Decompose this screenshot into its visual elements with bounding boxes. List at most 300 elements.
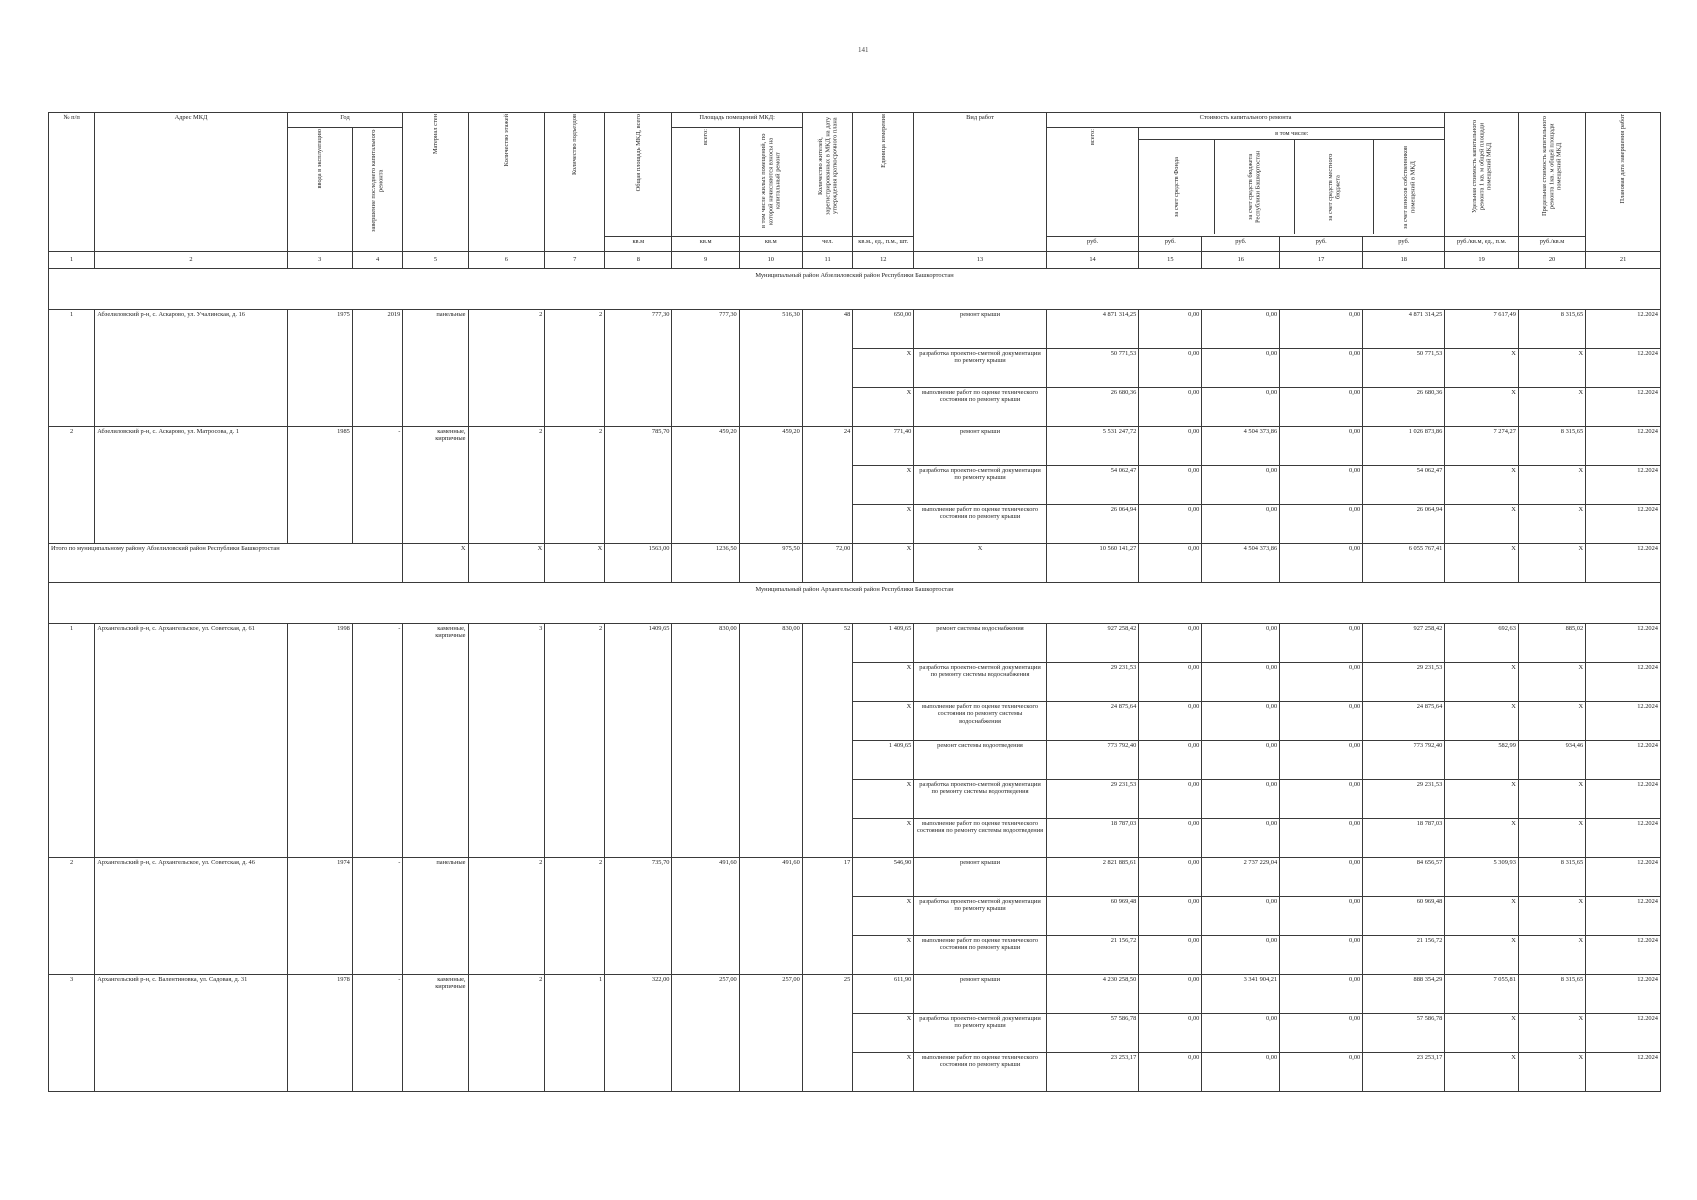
work-cost-local: 0,00 bbox=[1280, 310, 1363, 349]
work-cost-fund: 0,00 bbox=[1139, 780, 1202, 819]
work-quantity: X bbox=[853, 1053, 914, 1092]
work-quantity: X bbox=[853, 663, 914, 702]
work-type: выполнение работ по оценке технического состояния по ремонту крыши bbox=[914, 388, 1046, 427]
work-quantity: X bbox=[853, 936, 914, 975]
work-limit-cost: X bbox=[1518, 819, 1585, 858]
house-residents: 25 bbox=[802, 975, 852, 1092]
district-total-label: Итого по муниципальному району Абзелиловский район Республики Башкортостан bbox=[49, 544, 403, 583]
house-no: 2 bbox=[49, 427, 95, 544]
work-quantity: 1 409,65 bbox=[853, 741, 914, 780]
column-number-4: 4 bbox=[352, 252, 402, 269]
capital-repair-table-sheet bbox=[48, 112, 1661, 1092]
work-planned-date: 12.2024 bbox=[1586, 663, 1661, 702]
work-limit-cost: 8 315,65 bbox=[1518, 427, 1585, 466]
work-type: разработка проектно-сметной документации по ремонту крыши bbox=[914, 466, 1046, 505]
work-planned-date: 12.2024 bbox=[1586, 1014, 1661, 1053]
work-planned-date: 12.2024 bbox=[1586, 466, 1661, 505]
work-unit-cost: X bbox=[1445, 819, 1519, 858]
work-cost-local: 0,00 bbox=[1280, 505, 1363, 544]
work-unit-cost: X bbox=[1445, 1014, 1519, 1053]
work-cost-owners: 21 156,72 bbox=[1363, 936, 1445, 975]
house-no: 3 bbox=[49, 975, 95, 1092]
header-residents: Количество жителей, зарегистрированных в МКД на дату утверждения краткосрочного плана bbox=[802, 113, 852, 237]
house-area-total: 322,00 bbox=[605, 975, 672, 1092]
total-c20: X bbox=[1518, 544, 1585, 583]
header-no: № п/п bbox=[49, 113, 95, 252]
work-cost-fund: 0,00 bbox=[1139, 624, 1202, 663]
column-number-10: 10 bbox=[739, 252, 802, 269]
work-planned-date: 12.2024 bbox=[1586, 858, 1661, 897]
work-cost-owners: 4 871 314,25 bbox=[1363, 310, 1445, 349]
work-limit-cost: 8 315,65 bbox=[1518, 858, 1585, 897]
total-c11: 72,00 bbox=[802, 544, 852, 583]
unit-c20: руб./кв.м bbox=[1518, 237, 1585, 252]
total-c5: X bbox=[403, 544, 468, 583]
house-residents: 48 bbox=[802, 310, 852, 427]
house-area-premises: 491,60 bbox=[672, 858, 739, 975]
work-type: разработка проектно-сметной документации по ремонту системы водоснабжения bbox=[914, 663, 1046, 702]
table-row bbox=[49, 624, 1661, 663]
total-c8: 1563,00 bbox=[605, 544, 672, 583]
column-number-12: 12 bbox=[853, 252, 914, 269]
header-cost-total: Стоимость капитального ремонта bbox=[1046, 113, 1445, 128]
work-cost-total: 18 787,03 bbox=[1046, 819, 1139, 858]
work-cost-fund: 0,00 bbox=[1139, 388, 1202, 427]
total-c12: X bbox=[853, 544, 914, 583]
work-type: выполнение работ по оценке технического состояния по ремонту крыши bbox=[914, 936, 1046, 975]
page-number: 141 bbox=[858, 46, 869, 54]
work-planned-date: 12.2024 bbox=[1586, 1053, 1661, 1092]
work-cost-owners: 57 586,78 bbox=[1363, 1014, 1445, 1053]
work-cost-total: 5 531 247,72 bbox=[1046, 427, 1139, 466]
house-year-repair: - bbox=[352, 427, 402, 544]
work-unit-cost: X bbox=[1445, 349, 1519, 388]
work-cost-republic: 0,00 bbox=[1202, 1014, 1280, 1053]
work-cost-owners: 927 258,42 bbox=[1363, 624, 1445, 663]
work-cost-republic: 0,00 bbox=[1202, 780, 1280, 819]
work-quantity: X bbox=[853, 388, 914, 427]
work-unit-cost: 7 055,81 bbox=[1445, 975, 1519, 1014]
work-quantity: X bbox=[853, 780, 914, 819]
work-type: выполнение работ по оценке технического состояния по ремонту системы водоснабжения bbox=[914, 702, 1046, 741]
unit-c18: руб. bbox=[1363, 237, 1445, 252]
work-cost-owners: 1 026 873,86 bbox=[1363, 427, 1445, 466]
work-quantity: 546,90 bbox=[853, 858, 914, 897]
work-limit-cost: X bbox=[1518, 663, 1585, 702]
table-row bbox=[49, 310, 1661, 349]
work-cost-total: 4 871 314,25 bbox=[1046, 310, 1139, 349]
house-year-built: 1985 bbox=[287, 427, 352, 544]
column-number-2: 2 bbox=[95, 252, 287, 269]
work-limit-cost: X bbox=[1518, 936, 1585, 975]
work-quantity: X bbox=[853, 819, 914, 858]
house-area-premises: 830,00 bbox=[672, 624, 739, 858]
house-area-total: 735,70 bbox=[605, 858, 672, 975]
work-cost-fund: 0,00 bbox=[1139, 858, 1202, 897]
header-unit: Единица измерения bbox=[853, 113, 914, 237]
header-cost-local: за счет средств местного бюджета bbox=[1295, 140, 1374, 234]
capital-repair-table bbox=[48, 112, 1661, 1092]
work-cost-total: 927 258,42 bbox=[1046, 624, 1139, 663]
house-entrances: 2 bbox=[545, 427, 605, 544]
work-cost-owners: 29 231,53 bbox=[1363, 780, 1445, 819]
work-planned-date: 12.2024 bbox=[1586, 388, 1661, 427]
header-cost-fund: за счет средств Фонда bbox=[1139, 140, 1214, 234]
total-c6: X bbox=[468, 544, 545, 583]
work-unit-cost: X bbox=[1445, 702, 1519, 741]
work-cost-republic: 3 341 904,21 bbox=[1202, 975, 1280, 1014]
work-planned-date: 12.2024 bbox=[1586, 702, 1661, 741]
work-cost-republic: 0,00 bbox=[1202, 936, 1280, 975]
work-cost-total: 29 231,53 bbox=[1046, 663, 1139, 702]
work-unit-cost: 7 274,27 bbox=[1445, 427, 1519, 466]
unit-c9: кв.м bbox=[672, 237, 739, 252]
work-cost-fund: 0,00 bbox=[1139, 427, 1202, 466]
column-number-18: 18 bbox=[1363, 252, 1445, 269]
work-cost-republic: 0,00 bbox=[1202, 505, 1280, 544]
work-quantity: 771,40 bbox=[853, 427, 914, 466]
work-quantity: 1 409,65 bbox=[853, 624, 914, 663]
header-entrances: Количество подъездов bbox=[545, 113, 605, 252]
work-cost-republic: 0,00 bbox=[1202, 624, 1280, 663]
work-cost-owners: 18 787,03 bbox=[1363, 819, 1445, 858]
house-area-total: 1409,65 bbox=[605, 624, 672, 858]
total-c19: X bbox=[1445, 544, 1519, 583]
work-quantity: 611,90 bbox=[853, 975, 914, 1014]
column-number-3: 3 bbox=[287, 252, 352, 269]
house-address: Абзелиловский р-н, с. Аскарово, ул. Матросова, д. 1 bbox=[95, 427, 287, 544]
work-planned-date: 12.2024 bbox=[1586, 936, 1661, 975]
header-year: Год bbox=[287, 113, 403, 128]
work-cost-owners: 60 969,48 bbox=[1363, 897, 1445, 936]
house-no: 2 bbox=[49, 858, 95, 975]
work-cost-fund: 0,00 bbox=[1139, 702, 1202, 741]
house-area-premises: 257,00 bbox=[672, 975, 739, 1092]
house-wall-material: каменные, кирпичные bbox=[403, 427, 468, 544]
header-premises-fund: в том числе жилых помещений, по которой начисляются взносы на капитальный ремонт bbox=[739, 128, 802, 237]
house-residents: 24 bbox=[802, 427, 852, 544]
house-year-repair: - bbox=[352, 975, 402, 1092]
work-cost-local: 0,00 bbox=[1280, 741, 1363, 780]
house-area-fund: 491,60 bbox=[739, 858, 802, 975]
total-c14: 10 560 141,27 bbox=[1046, 544, 1139, 583]
header-unit-cost: Удельная стоимость капитального ремонта 1 кв. м общей площади помещений МКД bbox=[1445, 113, 1519, 237]
work-cost-republic: 0,00 bbox=[1202, 1053, 1280, 1092]
total-c7: X bbox=[545, 544, 605, 583]
work-cost-owners: 29 231,53 bbox=[1363, 663, 1445, 702]
district-title: Муниципальный район Абзелиловский район Республики Башкортостан bbox=[49, 269, 1661, 310]
unit-c16: руб. bbox=[1202, 237, 1280, 252]
work-cost-total: 21 156,72 bbox=[1046, 936, 1139, 975]
work-cost-fund: 0,00 bbox=[1139, 819, 1202, 858]
work-type: ремонт крыши bbox=[914, 427, 1046, 466]
work-limit-cost: X bbox=[1518, 1014, 1585, 1053]
work-planned-date: 12.2024 bbox=[1586, 505, 1661, 544]
work-unit-cost: 582,99 bbox=[1445, 741, 1519, 780]
total-c17: 0,00 bbox=[1280, 544, 1363, 583]
work-planned-date: 12.2024 bbox=[1586, 427, 1661, 466]
work-planned-date: 12.2024 bbox=[1586, 349, 1661, 388]
work-type: ремонт системы водоснабжения bbox=[914, 624, 1046, 663]
table-row bbox=[49, 975, 1661, 1014]
house-area-premises: 777,30 bbox=[672, 310, 739, 427]
header-cost-republic: за счет средств бюджета Республики Башкортостан bbox=[1215, 140, 1295, 234]
work-type: разработка проектно-сметной документации по ремонту крыши bbox=[914, 897, 1046, 936]
work-cost-local: 0,00 bbox=[1280, 349, 1363, 388]
work-limit-cost: X bbox=[1518, 702, 1585, 741]
work-cost-total: 54 062,47 bbox=[1046, 466, 1139, 505]
work-type: выполнение работ по оценке технического состояния по ремонту системы водоотведения bbox=[914, 819, 1046, 858]
unit-c11: чел. bbox=[802, 237, 852, 252]
column-number-6: 6 bbox=[468, 252, 545, 269]
total-c18: 6 055 767,41 bbox=[1363, 544, 1445, 583]
total-c16: 4 504 373,86 bbox=[1202, 544, 1280, 583]
work-unit-cost: 692,63 bbox=[1445, 624, 1519, 663]
column-number-21: 21 bbox=[1586, 252, 1661, 269]
work-quantity: X bbox=[853, 349, 914, 388]
work-limit-cost: X bbox=[1518, 1053, 1585, 1092]
header-address: Адрес МКД bbox=[95, 113, 287, 252]
house-entrances: 1 bbox=[545, 975, 605, 1092]
header-premises-total: всего: bbox=[672, 128, 739, 237]
work-cost-fund: 0,00 bbox=[1139, 663, 1202, 702]
header-cost-all: всего: bbox=[1046, 128, 1139, 237]
work-cost-local: 0,00 bbox=[1280, 1053, 1363, 1092]
column-number-9: 9 bbox=[672, 252, 739, 269]
work-unit-cost: 7 617,49 bbox=[1445, 310, 1519, 349]
header-total-area: Общая площадь МКД, всего bbox=[605, 113, 672, 237]
work-cost-local: 0,00 bbox=[1280, 975, 1363, 1014]
house-area-total: 785,70 bbox=[605, 427, 672, 544]
work-cost-total: 26 680,36 bbox=[1046, 388, 1139, 427]
house-year-repair: 2019 bbox=[352, 310, 402, 427]
work-unit-cost: X bbox=[1445, 388, 1519, 427]
house-entrances: 2 bbox=[545, 310, 605, 427]
column-number-11: 11 bbox=[802, 252, 852, 269]
unit-c12: кв.м., ед., п.м., шт. bbox=[853, 237, 914, 252]
work-cost-local: 0,00 bbox=[1280, 663, 1363, 702]
header-cost-owners: за счет взносов собственников помещений в МКД bbox=[1401, 145, 1417, 229]
work-cost-republic: 4 504 373,86 bbox=[1202, 427, 1280, 466]
work-planned-date: 12.2024 bbox=[1586, 741, 1661, 780]
work-limit-cost: X bbox=[1518, 349, 1585, 388]
work-unit-cost: 5 309,93 bbox=[1445, 858, 1519, 897]
work-cost-republic: 0,00 bbox=[1202, 466, 1280, 505]
work-cost-total: 773 792,40 bbox=[1046, 741, 1139, 780]
total-c10: 975,50 bbox=[739, 544, 802, 583]
table-row bbox=[49, 427, 1661, 466]
unit-c17: руб. bbox=[1280, 237, 1363, 252]
work-unit-cost: X bbox=[1445, 466, 1519, 505]
work-cost-local: 0,00 bbox=[1280, 466, 1363, 505]
work-cost-fund: 0,00 bbox=[1139, 1053, 1202, 1092]
work-quantity: X bbox=[853, 466, 914, 505]
house-address: Архангельский р-н, с. Архангельское, ул. Советская, д. 46 bbox=[95, 858, 287, 975]
header-year-commission: ввода в эксплуатацию bbox=[287, 128, 352, 252]
column-number-5: 5 bbox=[403, 252, 468, 269]
work-type: разработка проектно-сметной документации по ремонту системы водоотведения bbox=[914, 780, 1046, 819]
work-cost-republic: 0,00 bbox=[1202, 349, 1280, 388]
work-quantity: 650,00 bbox=[853, 310, 914, 349]
work-cost-local: 0,00 bbox=[1280, 388, 1363, 427]
work-cost-total: 4 230 258,50 bbox=[1046, 975, 1139, 1014]
house-wall-material: панельные bbox=[403, 858, 468, 975]
work-cost-total: 2 821 885,61 bbox=[1046, 858, 1139, 897]
house-year-built: 1998 bbox=[287, 624, 352, 858]
house-year-built: 1978 bbox=[287, 975, 352, 1092]
house-floors: 2 bbox=[468, 310, 545, 427]
work-quantity: X bbox=[853, 897, 914, 936]
house-address: Архангельский р-н, с. Архангельское, ул. Советская, д. 61 bbox=[95, 624, 287, 858]
house-floors: 2 bbox=[468, 858, 545, 975]
work-cost-fund: 0,00 bbox=[1139, 466, 1202, 505]
work-cost-total: 26 064,94 bbox=[1046, 505, 1139, 544]
work-unit-cost: X bbox=[1445, 780, 1519, 819]
house-wall-material: панельные bbox=[403, 310, 468, 427]
work-cost-local: 0,00 bbox=[1280, 897, 1363, 936]
house-year-repair: - bbox=[352, 624, 402, 858]
work-cost-owners: 26 064,94 bbox=[1363, 505, 1445, 544]
work-unit-cost: X bbox=[1445, 897, 1519, 936]
total-c13: X bbox=[914, 544, 1046, 583]
header-floors: Количество этажей bbox=[468, 113, 545, 252]
work-type: разработка проектно-сметной документации по ремонту крыши bbox=[914, 1014, 1046, 1053]
work-limit-cost: X bbox=[1518, 466, 1585, 505]
work-limit-cost: X bbox=[1518, 505, 1585, 544]
work-cost-local: 0,00 bbox=[1280, 624, 1363, 663]
work-quantity: X bbox=[853, 1014, 914, 1053]
work-type: ремонт крыши bbox=[914, 858, 1046, 897]
work-cost-fund: 0,00 bbox=[1139, 936, 1202, 975]
work-limit-cost: 885,02 bbox=[1518, 624, 1585, 663]
total-c9: 1236,50 bbox=[672, 544, 739, 583]
work-cost-local: 0,00 bbox=[1280, 1014, 1363, 1053]
house-wall-material: каменные, кирпичные bbox=[403, 624, 468, 858]
header-work-type: Вид работ bbox=[914, 113, 1046, 252]
work-cost-fund: 0,00 bbox=[1139, 505, 1202, 544]
work-cost-owners: 773 792,40 bbox=[1363, 741, 1445, 780]
work-cost-republic: 0,00 bbox=[1202, 897, 1280, 936]
district-row bbox=[49, 583, 1661, 624]
work-quantity: X bbox=[853, 505, 914, 544]
work-type: ремонт крыши bbox=[914, 310, 1046, 349]
work-limit-cost: X bbox=[1518, 388, 1585, 427]
work-cost-owners: 54 062,47 bbox=[1363, 466, 1445, 505]
work-planned-date: 12.2024 bbox=[1586, 975, 1661, 1014]
header-limit-cost: Предельная стоимость капитального ремонта 1кв. м общей площади помещений МКД bbox=[1518, 113, 1585, 237]
work-cost-owners: 24 875,64 bbox=[1363, 702, 1445, 741]
work-limit-cost: 934,46 bbox=[1518, 741, 1585, 780]
work-cost-total: 29 231,53 bbox=[1046, 780, 1139, 819]
work-limit-cost: 8 315,65 bbox=[1518, 975, 1585, 1014]
work-unit-cost: X bbox=[1445, 1053, 1519, 1092]
work-planned-date: 12.2024 bbox=[1586, 780, 1661, 819]
work-limit-cost: X bbox=[1518, 780, 1585, 819]
house-no: 1 bbox=[49, 310, 95, 427]
column-number-1: 1 bbox=[49, 252, 95, 269]
work-cost-republic: 0,00 bbox=[1202, 819, 1280, 858]
work-cost-owners: 50 771,53 bbox=[1363, 349, 1445, 388]
table-row bbox=[49, 858, 1661, 897]
header-including-group bbox=[1139, 128, 1445, 237]
house-area-fund: 257,00 bbox=[739, 975, 802, 1092]
district-title: Муниципальный район Архангельский район Республики Башкортостан bbox=[49, 583, 1661, 624]
work-cost-local: 0,00 bbox=[1280, 780, 1363, 819]
column-number-20: 20 bbox=[1518, 252, 1585, 269]
work-planned-date: 12.2024 bbox=[1586, 310, 1661, 349]
work-cost-fund: 0,00 bbox=[1139, 1014, 1202, 1053]
work-cost-owners: 84 656,57 bbox=[1363, 858, 1445, 897]
table-body bbox=[49, 252, 1661, 1092]
house-area-total: 777,30 bbox=[605, 310, 672, 427]
work-cost-owners: 888 354,29 bbox=[1363, 975, 1445, 1014]
header-wall-material: Материал стен bbox=[403, 113, 468, 252]
header-including: в том числе: bbox=[1139, 128, 1444, 140]
work-cost-fund: 0,00 bbox=[1139, 897, 1202, 936]
work-limit-cost: 8 315,65 bbox=[1518, 310, 1585, 349]
column-number-7: 7 bbox=[545, 252, 605, 269]
work-limit-cost: X bbox=[1518, 897, 1585, 936]
column-number-8: 8 bbox=[605, 252, 672, 269]
house-floors: 2 bbox=[468, 975, 545, 1092]
work-cost-total: 24 875,64 bbox=[1046, 702, 1139, 741]
work-cost-fund: 0,00 bbox=[1139, 310, 1202, 349]
work-cost-local: 0,00 bbox=[1280, 702, 1363, 741]
work-planned-date: 12.2024 bbox=[1586, 819, 1661, 858]
house-address: Архангельский р-н, с. Валентиновка, ул. Садовая, д. 31 bbox=[95, 975, 287, 1092]
work-cost-fund: 0,00 bbox=[1139, 349, 1202, 388]
house-address: Абзелиловский р-н, с. Аскарово, ул. Учалинская, д. 16 bbox=[95, 310, 287, 427]
work-cost-fund: 0,00 bbox=[1139, 741, 1202, 780]
house-entrances: 2 bbox=[545, 624, 605, 858]
work-cost-local: 0,00 bbox=[1280, 819, 1363, 858]
unit-c8: кв.м bbox=[605, 237, 672, 252]
work-cost-fund: 0,00 bbox=[1139, 975, 1202, 1014]
column-number-row bbox=[49, 252, 1661, 269]
work-type: ремонт системы водоотведения bbox=[914, 741, 1046, 780]
house-year-built: 1975 bbox=[287, 310, 352, 427]
unit-c15: руб. bbox=[1139, 237, 1202, 252]
unit-c14: руб. bbox=[1046, 237, 1139, 252]
total-c15: 0,00 bbox=[1139, 544, 1202, 583]
work-cost-republic: 0,00 bbox=[1202, 663, 1280, 702]
unit-c10: кв.м bbox=[739, 237, 802, 252]
work-cost-total: 57 586,78 bbox=[1046, 1014, 1139, 1053]
district-row bbox=[49, 269, 1661, 310]
house-entrances: 2 bbox=[545, 858, 605, 975]
column-number-16: 16 bbox=[1202, 252, 1280, 269]
work-quantity: X bbox=[853, 702, 914, 741]
total-c21: 12.2024 bbox=[1586, 544, 1661, 583]
work-unit-cost: X bbox=[1445, 936, 1519, 975]
column-number-15: 15 bbox=[1139, 252, 1202, 269]
header-year-last-repair: завершение последнего капитального ремонта bbox=[352, 128, 402, 252]
house-no: 1 bbox=[49, 624, 95, 858]
work-cost-republic: 2 737 229,04 bbox=[1202, 858, 1280, 897]
column-number-17: 17 bbox=[1280, 252, 1363, 269]
work-cost-republic: 0,00 bbox=[1202, 388, 1280, 427]
work-planned-date: 12.2024 bbox=[1586, 897, 1661, 936]
unit-c19: руб./кв.м, ед., п.м. bbox=[1445, 237, 1519, 252]
work-cost-local: 0,00 bbox=[1280, 427, 1363, 466]
work-type: выполнение работ по оценке технического состояния по ремонту крыши bbox=[914, 505, 1046, 544]
work-cost-owners: 23 253,17 bbox=[1363, 1053, 1445, 1092]
house-residents: 17 bbox=[802, 858, 852, 975]
work-type: ремонт крыши bbox=[914, 975, 1046, 1014]
house-area-fund: 459,20 bbox=[739, 427, 802, 544]
work-cost-total: 23 253,17 bbox=[1046, 1053, 1139, 1092]
column-number-14: 14 bbox=[1046, 252, 1139, 269]
